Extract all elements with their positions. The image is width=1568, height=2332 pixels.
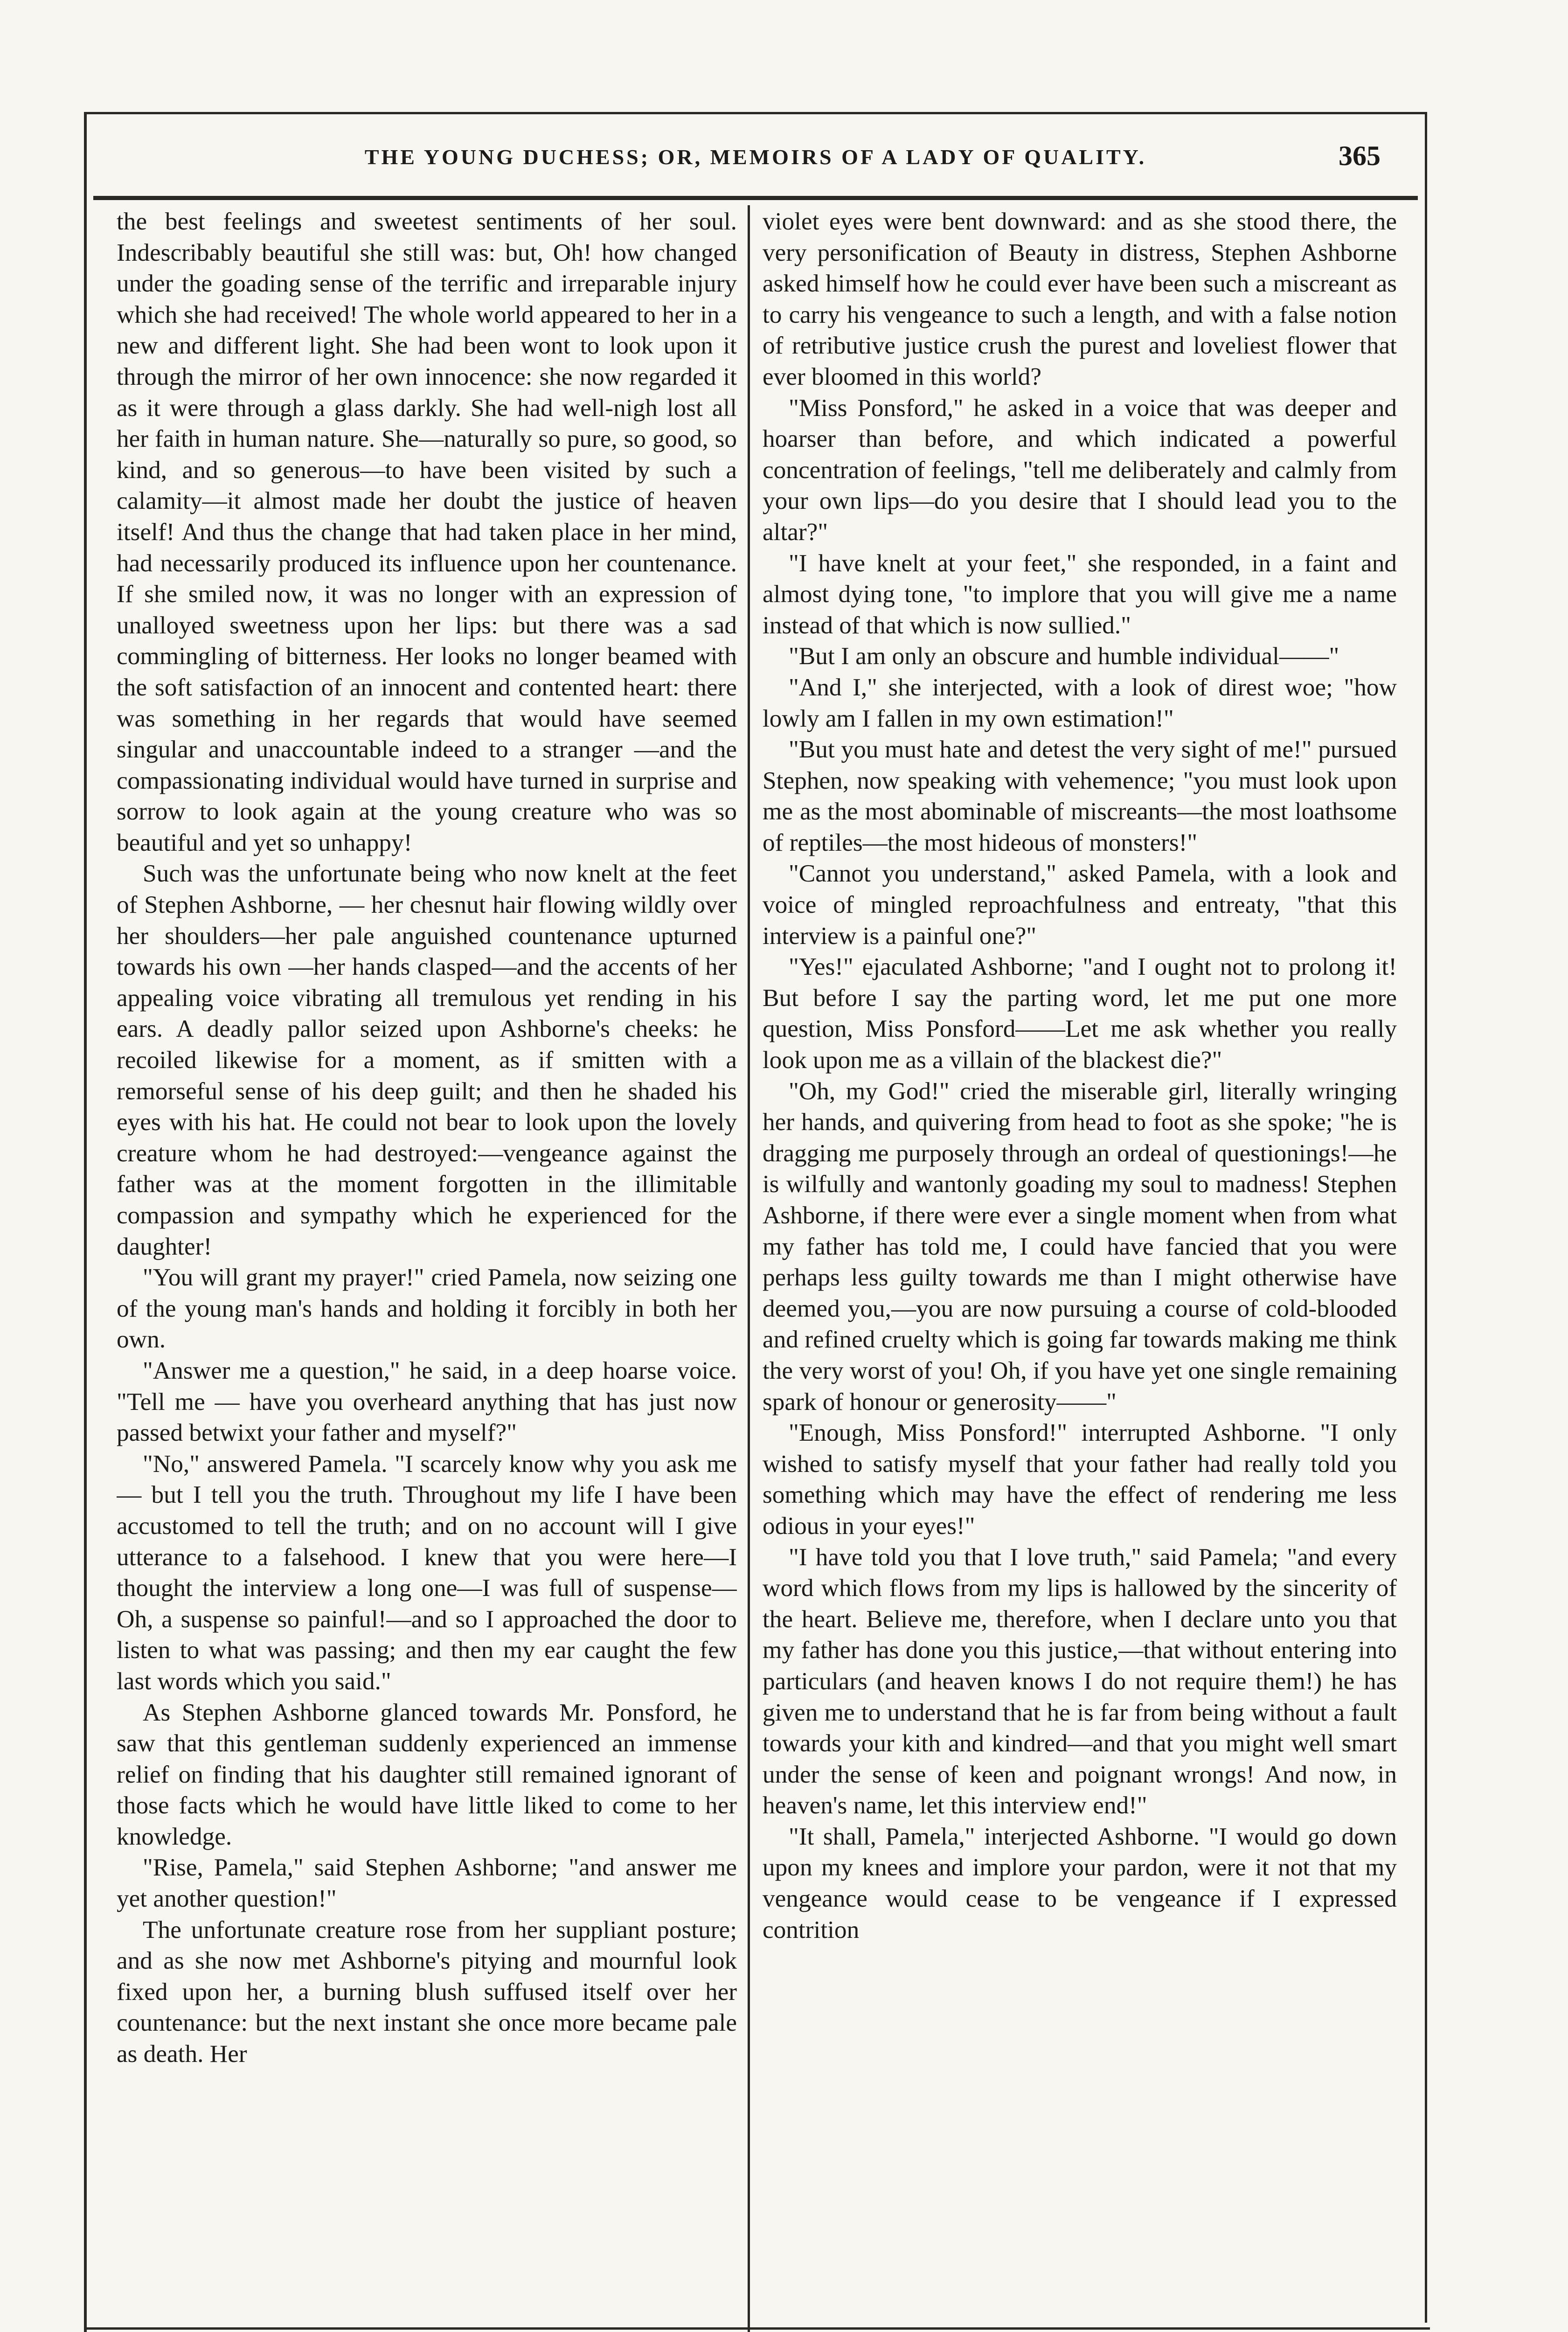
paragraph: "Rise, Pamela," said Stephen Ashborne; "and answer me yet another question!": [117, 1853, 737, 1913]
paragraph: Such was the unfortunate being who now knelt at the feet of Stephen Ashborne, — her chesnut hair flowing wildly over her shoulders—her pale anguished countenance upturned towards his own —her hands clasped—and the accents of her appealing voice vibrating all tremulous yet rending in his ears. A deadly pallor seized upon Ashborne's cheeks: he recoiled likewise for a moment, as if smitten with a remorseful sense of his deep guilt; and then he shaded his eyes with his hat. He could not bear to look upon the lovely creature whom he had destroyed:—vengeance against the father was at the moment forgotten in the illimitable compassion and sympathy which he experienced for the daughter!: [117, 860, 737, 1260]
paragraph: "And I," she interjected, with a look of direst woe; "how lowly am I fallen in my own estimation!": [763, 673, 1397, 732]
paragraph: "Yes!" ejaculated Ashborne; "and I ought not to prolong it! But before I say the parting word, let me put one more question, Miss Ponsford——Let me ask whether you really look upon me as a villain of the blackest die?": [763, 953, 1397, 1074]
paragraph: "No," answered Pamela. "I scarcely know why you ask me — but I tell you the truth. Throughout my life I have been accustomed to tell the truth; and on no account will I give utterance to a falsehood. I knew that you were here—I thought the interview a long one—I was full of suspense—Oh, a suspense so painful!—and so I approached the door to listen to what was passing; and then my ear caught the few last words which you said.": [117, 1450, 737, 1695]
page-frame-bottom: [87, 2327, 1430, 2330]
paragraph: "Answer me a question," he said, in a deep hoarse voice. "Tell me — have you overheard anything that has just now passed betwixt your father and myself?": [117, 1356, 737, 1447]
paragraph: "Oh, my God!" cried the miserable girl, literally wringing her hands, and quivering from head to foot as she spoke; "he is dragging me purposely through an ordeal of questionings!—he is wilfully and wantonly goading my soul to madness! Stephen Ashborne, if there were ever a single moment when from what my father has told me, I could have fancied that you were perhaps less guilty towards me than I might otherwise have deemed you,—you are now pursuing a course of cold-blooded and refined cruelty which is going far towards making me think the very worst of you! Oh, if you have yet one single remaining spark of honour or generosity——": [763, 1077, 1397, 1416]
page-number: 365: [1339, 140, 1381, 171]
paragraph: "But I am only an obscure and humble individual——": [789, 642, 1339, 670]
running-title: THE YOUNG DUCHESS; OR, MEMOIRS OF A LADY OF QUALITY.: [364, 145, 1147, 169]
paragraph: "I have knelt at your feet," she responded, in a faint and almost dying tone, "to implore that you will give me a name instead of that which is now sullied.": [763, 549, 1397, 639]
paragraph: "Cannot you understand," asked Pamela, with a look and voice of mingled reproachfulness and entreaty, "that this interview is a painful one?": [763, 860, 1397, 950]
paragraph: violet eyes were bent downward: and as she stood there, the very personification of Beauty in distress, Stephen Ashborne asked himself how he could ever have been such a miscreant as to carry his vengeance to such a length, and with a false notion of retributive justice crush the purest and loveliest flower that ever bloomed in this world?: [763, 208, 1397, 390]
left-column: [117, 206, 737, 2324]
paragraph: "Enough, Miss Ponsford!" interrupted Ashborne. "I only wished to satisfy myself that your father had really told you something which may have the effect of rendering me less odious in your eyes!": [763, 1419, 1397, 1540]
paragraph: The unfortunate creature rose from her suppliant posture; and as she now met Ashborne's pitying and mournful look fixed upon her, a burning blush suffused itself over her countenance: but the next instant she once more became pale as death. Her: [117, 1916, 737, 2068]
page-frame-top: [84, 112, 1427, 114]
paragraph: "Miss Ponsford," he asked in a voice that was deeper and hoarser than before, and which indicated a powerful concentration of feelings, "tell me deliberately and calmly from your own lips—do you desire that I should lead you to the altar?": [763, 394, 1397, 546]
running-header: [93, 140, 1418, 191]
paragraph: As Stephen Ashborne glanced towards Mr. Ponsford, he saw that this gentleman suddenly experienced an immense relief on finding that his daughter still remained ignorant of those facts which he would have little liked to come to her knowledge.: [117, 1698, 737, 1850]
page-frame-right: [1425, 112, 1427, 2323]
header-rule: [93, 196, 1418, 200]
page-frame-left: [84, 112, 87, 2332]
paragraph: "It shall, Pamela," interjected Ashborne. "I would go down upon my knees and implore your pardon, were it not that my vengeance would cease to be vengeance if I expressed contrition: [763, 1822, 1397, 1943]
paragraph: "You will grant my prayer!" cried Pamela, now seizing one of the young man's hands and holding it forcibly in both her own.: [117, 1263, 737, 1353]
paragraph: "I have told you that I love truth," said Pamela; "and every word which flows from my lips is hallowed by the sincerity of the heart. Believe me, therefore, when I declare unto you that my father has done you this justice,—that without entering into particulars (and heaven knows I do not require them!) he has given me to understand that he is far from being without a fault towards your kith and kindred—and that you might well smart under the sense of keen and poignant wrongs! And now, in heaven's name, let this interview end!": [763, 1543, 1397, 1819]
right-column: [763, 206, 1397, 2324]
paragraph: the best feelings and sweetest sentiments of her soul. Indescribably beautiful she still was: but, Oh! how changed under the goading sense of the terrific and irreparable injury which she had received! The whole world appeared to her in a new and different light. She had been wont to look upon it through the mirror of her own innocence: she now regarded it as it were through a glass darkly. She had well-nigh lost all her faith in human nature. She—naturally so pure, so good, so kind, and so generous—to have been visited by such a calamity—it almost made her doubt the justice of heaven itself! And thus the change that had taken place in her mind, had necessarily produced its influence upon her countenance. If she smiled now, it was no longer with an expression of unalloyed sweetness upon her lips: but there was a sad commingling of bitterness. Her looks no longer beamed with the soft satisfaction of an innocent and contented heart: there was something in her regards that would have seemed singular and unaccountable indeed to a stranger —and the compassionating individual would have turned in surprise and sorrow to look again at the young creature who was so beautiful and yet so unhappy!: [117, 208, 737, 856]
column-divider: [748, 205, 750, 2332]
paragraph: "But you must hate and detest the very sight of me!" pursued Stephen, now speaking with vehemence; "you must look upon me as the most abominable of miscreants—the most loathsome of reptiles—the most hideous of monsters!": [763, 736, 1397, 856]
